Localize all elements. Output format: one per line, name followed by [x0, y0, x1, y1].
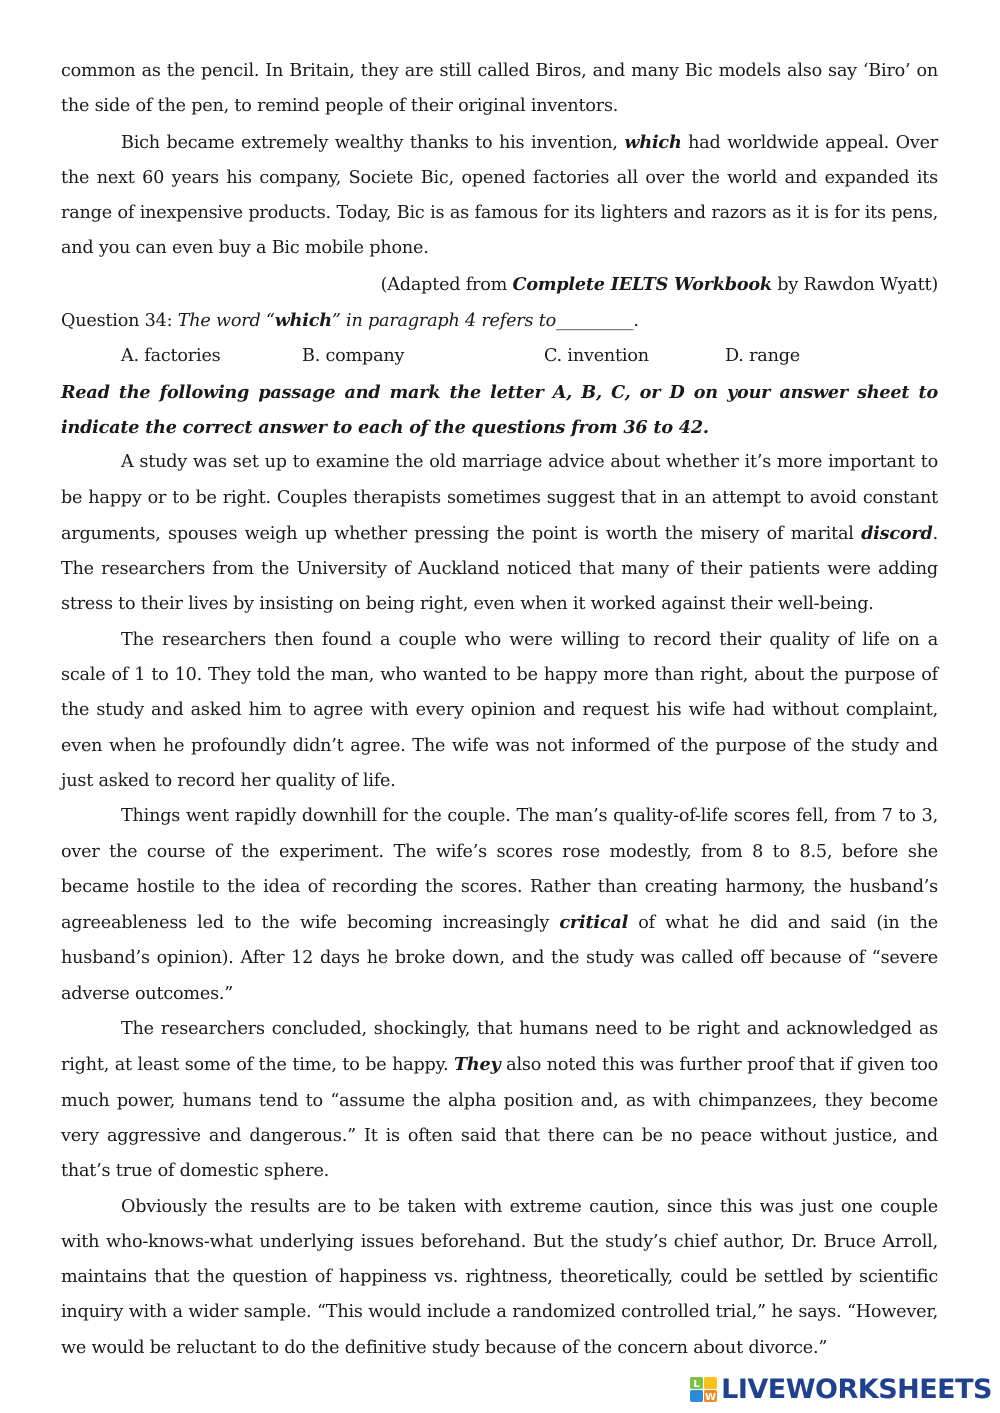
passage-paragraph: [61, 1012, 938, 1189]
emphasized-word: discord: [861, 522, 933, 544]
section-instruction: Read the following passage and mark the letter A, B, C, or D on your answer sheet to indicate the correct answer to each of the questions from 36 to 42.: [61, 381, 938, 438]
text-run: . The researchers from the University of Auckland noticed that many of their patients were adding stress to their lives by insisting on being right, even when it worked against their well-being.: [61, 523, 938, 615]
text-run: A study was set up to examine the old marriage advice about whether it’s more important to be happy or to be right. Couples therapists sometimes suggest that in an attempt to avoid constant arguments, spouses weigh up whether pressing the point is worth the misery of marital: [61, 452, 938, 544]
emphasized-word: which: [274, 310, 332, 332]
passage-paragraph: [61, 125, 938, 267]
option-a[interactable]: A. factories: [121, 346, 221, 367]
option-c[interactable]: C. invention: [544, 346, 649, 367]
logo-tile-yellow: [704, 1377, 717, 1389]
emphasized-word: They: [454, 1054, 501, 1076]
emphasized-word: critical: [559, 912, 629, 934]
passage-paragraph: [61, 799, 938, 1012]
emphasized-word: which: [624, 131, 682, 153]
text-run: also noted this was further proof that if given too much power, humans tend to “assume the alpha position and, as with chimpanzees, they become very aggressive and dangerous.” It is often said that there can be no peace without justice, and that’s true of domestic sphere.: [61, 1055, 939, 1182]
liveworksheets-logo-icon: [689, 1374, 719, 1404]
text-run: had worldwide appeal. Over the next 60 years his company, Societe Bic, opened factories all over the world and expanded its range of inexpensive products. Today, Bic is as famous for its lighters and razors as it is for its pens, and you can even buy a Bic mobile phone.: [61, 132, 939, 259]
passage-paragraph: [61, 445, 938, 622]
text-run: The word “: [177, 311, 275, 332]
text-run: of what he did and said (in the husband’s opinion). After 12 days he broke down, and the study was called off because of “severe adverse outcomes.”: [61, 913, 938, 1004]
text-run: Things went rapidly downhill for the couple. The man’s quality-of-life scores fell, from 7 to 3, over the course of the experiment. The wife’s scores rose modestly, from 8 to 8.5, before she became hostile to the idea of recording the scores. Rather than creating harmony, the husband’s agreeableness led to the wife becoming increasingly: [61, 806, 938, 934]
answer-options: [61, 339, 938, 374]
passage-paragraph: common as the pencil. In Britain, they are still called Biros, and many Bic models also say ‘Biro’ on the side of the pen, to remind people of their original inventors.: [61, 61, 938, 117]
question-label: Question 34:: [61, 311, 178, 332]
logo-wordmark: LIVEWORKSHEETS: [721, 1373, 992, 1405]
text-run: by Rawdon Wyatt): [771, 274, 938, 295]
text-run: ” in paragraph 4 refers to_________.: [331, 311, 639, 332]
passage-paragraph: The researchers then found a couple who were willing to record their quality of life on a scale of 1 to 10. They told the man, who wanted to be happy more than right, about the purpose of the study and asked him to agree with every opinion and request his wife had without complaint, even when he profoundly didn’t agree. The wife was not informed of the purpose of the study and just asked to record her quality of life.: [61, 629, 938, 791]
option-d[interactable]: D. range: [725, 346, 800, 367]
logo-letter-w: W: [705, 1392, 717, 1403]
question-34: [61, 303, 938, 339]
option-b[interactable]: B. company: [302, 346, 405, 367]
text-run: The researchers concluded, shockingly, that humans need to be right and acknowledged as right, at least some of the time, to be happy.: [61, 1019, 938, 1076]
logo-letter-l: L: [693, 1379, 700, 1390]
liveworksheets-logo[interactable]: [689, 1371, 992, 1407]
text-run: Bich became extremely wealthy thanks to his invention,: [121, 132, 625, 153]
worksheet-page: [61, 54, 938, 1366]
logo-tile-blue: [690, 1390, 703, 1402]
passage-paragraph: Obviously the results are to be taken with extreme caution, since this was just one couple with who-knows-what underlying issues beforehand. But the study’s chief author, Dr. Bruce Arroll, maintains that the question of happiness vs. rightness, theoretically, could be settled by scientific inquiry with a wider sample. “This would include a randomized controlled trial,” he says. “However, we would be reluctant to do the definitive study because of the concern about divorce.”: [61, 1196, 938, 1358]
book-title: Complete IELTS Workbook: [512, 273, 772, 295]
source-citation: [61, 267, 938, 303]
text-run: (Adapted from: [380, 274, 513, 295]
